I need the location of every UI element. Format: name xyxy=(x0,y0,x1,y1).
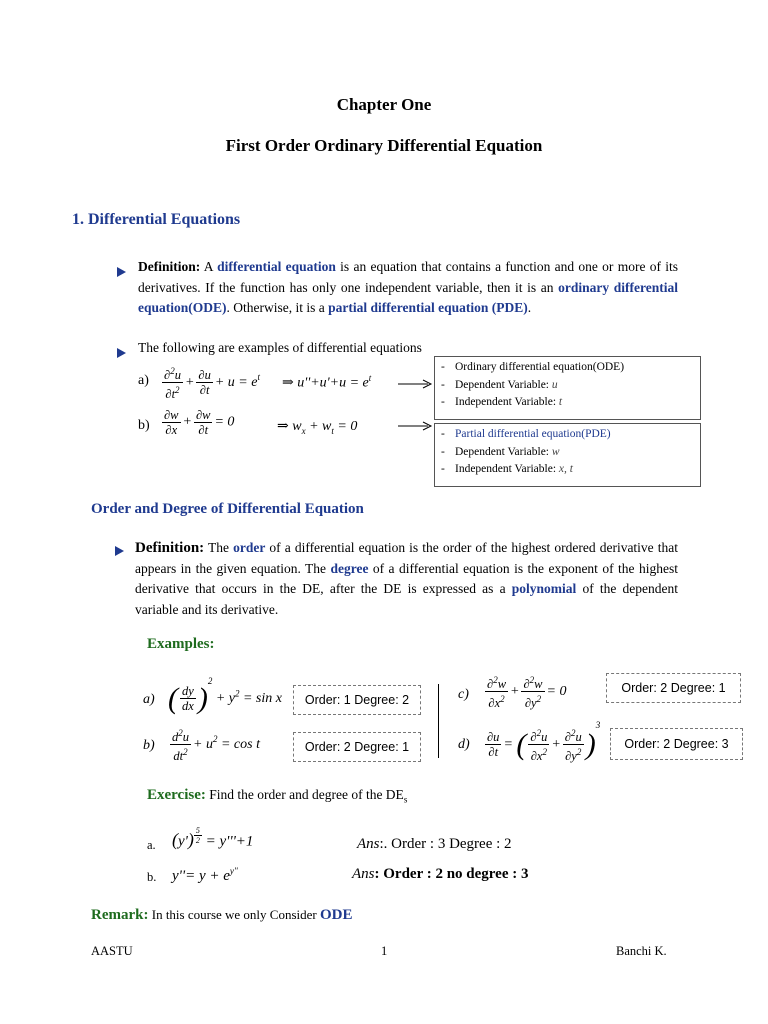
answer-box-d: Order: 2 Degree: 3 xyxy=(610,728,743,760)
footer-left: AASTU xyxy=(91,944,133,958)
ode-box-row: - Independent Variable: t xyxy=(441,396,563,408)
od-example-c-label: c) xyxy=(458,687,469,702)
pde-box-row: - Independent Variable: x, t xyxy=(441,463,573,475)
ode-info-box xyxy=(434,356,701,420)
exercise-item-a-answer: Ans:. Order : 3 Degree : 2 xyxy=(357,836,512,852)
definition-label: Definition: xyxy=(138,259,201,274)
answer-box-b: Order: 2 Degree: 1 xyxy=(293,732,421,762)
exercise-label: Exercise: xyxy=(147,787,206,803)
footer-right: Banchi K. xyxy=(616,944,667,958)
examples-intro: The following are examples of differential equations xyxy=(138,340,422,355)
ode-box-row: - Dependent Variable: u xyxy=(441,378,558,391)
section-heading-differential-equations: 1. Differential Equations xyxy=(72,211,241,228)
example-b-implication: ⇒ $w_x + w_t = 0$ xyxy=(277,419,358,436)
pde-box-row: - Dependent Variable: w xyxy=(441,445,560,458)
term-polynomial: polynomial xyxy=(511,581,577,596)
od-example-a-label: a) xyxy=(143,692,155,707)
definition-paragraph xyxy=(138,257,678,319)
chapter-heading: Chapter One xyxy=(336,95,432,114)
answer-box-c: Order: 2 Degree: 1 xyxy=(606,673,741,703)
term-degree: degree xyxy=(330,560,369,576)
page-number: 1 xyxy=(381,944,388,958)
ode-box-row: - Ordinary differential equation(ODE) xyxy=(441,361,625,373)
term-ode: ordinary differential equation(ODE) xyxy=(138,279,678,315)
definition-text-2: is an equation that contains a function and one or more of its derivatives. If the function has only one independent variable, then it is an xyxy=(138,259,679,295)
od-example-c-equation: $\frac{\partial^2w}{\partial x^2}$ + $\frac{\partial^2w}{\partial y^2}$ = 0 xyxy=(487,675,567,711)
order-degree-definition: Definition: The order of a differential equation is the order of the highest ordered derivative that appears in the given equation. The degree of a differential equation is the exponent of the highest derivative that occurs in the DE, after the DE is expressed as a polynomial of the dependent variable and its derivative. xyxy=(135,540,679,617)
example-a-implication: ⇒ $u''+u'+u = e^t$ xyxy=(282,373,372,391)
definition-text-3: . Otherwise, it is a xyxy=(226,300,329,315)
term-pde: partial differential equation (PDE) xyxy=(328,300,528,315)
answer-box-a: Order: 1 Degree: 2 xyxy=(293,685,421,715)
exercise-item-a-equation: (y') $^{\frac{5}{2}}$ = y'''+1 xyxy=(172,826,254,850)
exercise-line: Exercise: Find the order and degree of the $DE_s$ xyxy=(147,787,408,805)
bullet-triangle-icon xyxy=(115,543,124,561)
definition-label: Definition: xyxy=(135,540,205,556)
od-example-a-equation: ( $\frac{dy}{dx}$ )$^2 + y^2 = \sin x$ xyxy=(168,676,282,715)
od-example-d-label: d) xyxy=(458,737,470,752)
od-example-d-equation: $\frac{\partial u}{\partial t}$ = ( $\frac{\partial^2u}{\partial x^2}$ + $\frac{\partial^2u}{\partial y^2}$ )$^3$ xyxy=(487,720,601,764)
exercise-item-b-answer: Ans: Order : 2 no degree : 3 xyxy=(352,866,529,882)
bullet-triangle-icon xyxy=(117,264,126,282)
exercise-item-b-label: b. xyxy=(147,870,157,884)
remark-line: Remark: In this course we only Consider ODE xyxy=(91,907,353,923)
example-b-label: b) xyxy=(138,418,150,433)
column-divider xyxy=(438,684,439,758)
definition-text-4: . xyxy=(527,300,532,315)
remark-label: Remark: xyxy=(91,907,149,923)
arrow-right-icon xyxy=(398,378,434,390)
pde-box-row: - Partial differential equation(PDE) xyxy=(441,428,611,440)
pde-info-box xyxy=(434,423,701,487)
page-title: First Order Ordinary Differential Equation xyxy=(225,136,543,155)
exercise-item-b-equation: $y''= y + e^{y''}$ xyxy=(172,866,238,884)
exercise-item-a-label: a. xyxy=(147,838,156,852)
example-b-equation: $\frac{\partial w}{\partial x}$ + $\frac{\partial w}{\partial t}$ = 0 xyxy=(164,408,235,437)
section-heading-order-degree: Order and Degree of Differential Equation xyxy=(91,501,364,517)
example-a-equation: $\frac{\partial^2u}{\partial t^2}$ + $\frac{\partial u}{\partial t}$ + $u = e^t$ xyxy=(164,366,260,402)
bullet-triangle-icon xyxy=(117,345,126,363)
od-example-b-label: b) xyxy=(143,738,155,753)
examples-heading: Examples: xyxy=(147,636,215,652)
term-order: order xyxy=(233,540,266,555)
definition-text-1: A xyxy=(200,259,218,274)
od-example-b-equation: $\frac{d^2u}{dt^2}$ + $u^2 = \cos t$ xyxy=(172,728,260,764)
term-ode-remark: ODE xyxy=(320,907,353,923)
term-differential-equation: differential equation xyxy=(217,259,336,274)
arrow-right-icon xyxy=(398,420,434,432)
example-a-label: a) xyxy=(138,373,149,388)
